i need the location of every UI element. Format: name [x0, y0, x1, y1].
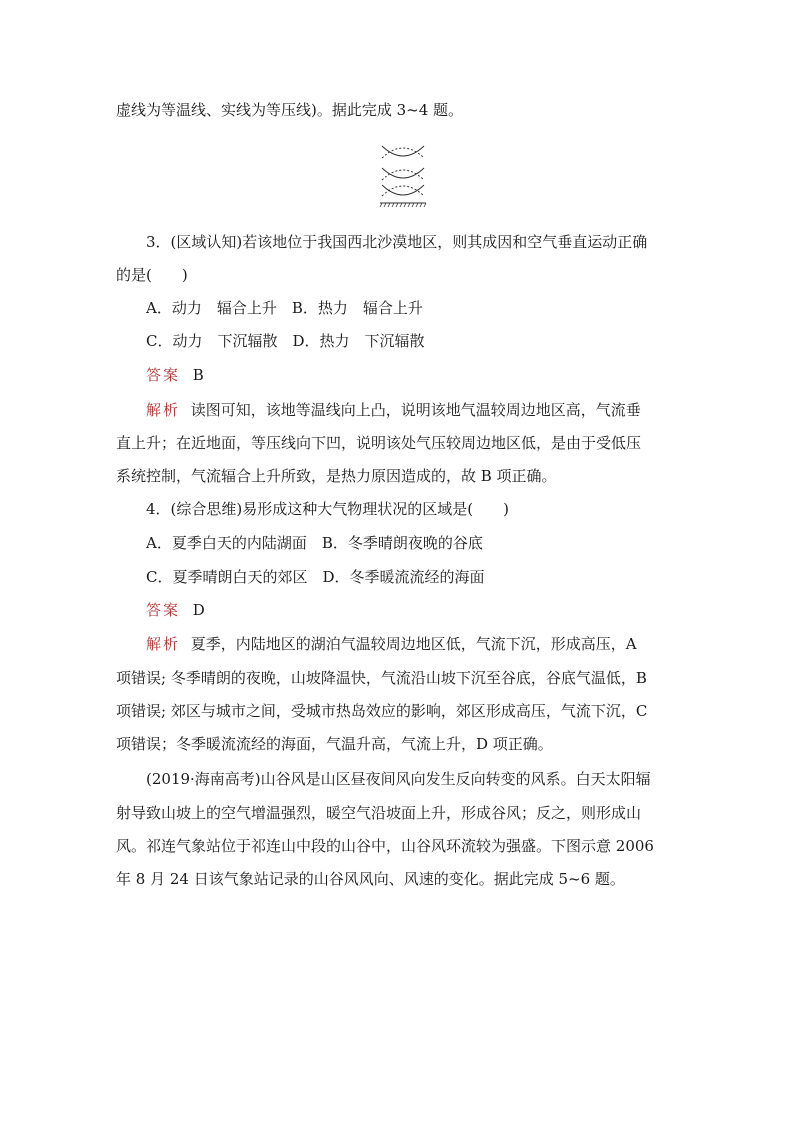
q4-answer	[146, 599, 205, 621]
q4-options-row2: C．夏季晴朗白天的郊区 D．冬季暖流流经的海面	[146, 568, 485, 586]
q3-stem-line1: 3．(区域认知)若该地位于我国西北沙漠地区，则其成因和空气垂直运动正确	[146, 233, 648, 251]
q4-analysis-line3: 项错误; 郊区与城市之间，受城市热岛效应的影响，郊区形成高压，气流下沉，C	[116, 702, 648, 720]
q4-stem-line1: 4．(综合思维)易形成这种大气物理状况的区域是( )	[146, 500, 509, 518]
q4-analysis-text1: 夏季，内陆地区的湖泊气温较周边地区低，气流下沉，形成高压，A	[190, 635, 637, 653]
q3-analysis-line1	[146, 399, 641, 421]
q4-answer-value: D	[192, 601, 205, 619]
isobar-line-3	[382, 185, 424, 195]
isoline-diagram	[372, 140, 434, 210]
ground-hatching	[380, 203, 426, 207]
q3-analysis-label: 解析	[146, 401, 181, 419]
passage-line2: 射导致山坡上的空气增温强烈，暖空气沿坡面上升，形成谷风；反之，则形成山	[116, 804, 642, 822]
q4-analysis-line4: 项错误；冬季暖流流经的海面，气温升高，气流上升，D 项正确。	[116, 735, 553, 753]
q3-analysis-text1: 读图可知，该地等温线向上凸，说明该地气温较周边地区高，气流垂	[190, 401, 641, 419]
q3-analysis-line3: 系统控制，气流辐合上升所致，是热力原因造成的，故 B 项正确。	[116, 467, 557, 485]
q3-answer-value: B	[192, 366, 204, 384]
q3-options-row2: C．动力 下沉辐散 D．热力 下沉辐散	[146, 332, 425, 350]
passage-line3: 风。祁连气象站位于祁连山中段的山谷中，山谷风环流较为强盛。下图示意 2006	[116, 837, 654, 855]
isotherm-line-1	[382, 146, 424, 156]
q3-answer-label: 答案	[146, 366, 181, 384]
q4-analysis-line2: 项错误; 冬季晴朗的夜晚，山坡降温快，气流沿山坡下沉至谷底，谷底气温低，B	[116, 669, 647, 687]
q4-options-row1: A．夏季白天的内陆湖面 B．冬季晴朗夜晚的谷底	[146, 534, 483, 552]
passage-line4: 年 8 月 24 日该气象站记录的山谷风风向、风速的变化。据此完成 5~6 题。	[116, 870, 625, 888]
q4-analysis-line1	[146, 633, 637, 655]
q4-analysis-label: 解析	[146, 635, 181, 653]
q3-analysis-line2: 直上升；在近地面，等压线向下凹，说明该处气压较周边地区低，是由于受低压	[116, 434, 642, 452]
passage-line1: (2019·海南高考)山谷风是山区昼夜间风向发生反向转变的风系。白天太阳辐	[146, 770, 651, 788]
q4-answer-label: 答案	[146, 601, 181, 619]
isobar-line-2	[382, 168, 424, 178]
intro-line: 虚线为等温线、实线为等压线)。据此完成 3~4 题。	[116, 101, 464, 119]
q3-options-row1: A．动力 辐合上升 B．热力 辐合上升	[146, 299, 423, 317]
q3-stem-line2: 的是( )	[116, 266, 188, 284]
q3-answer	[146, 364, 204, 386]
